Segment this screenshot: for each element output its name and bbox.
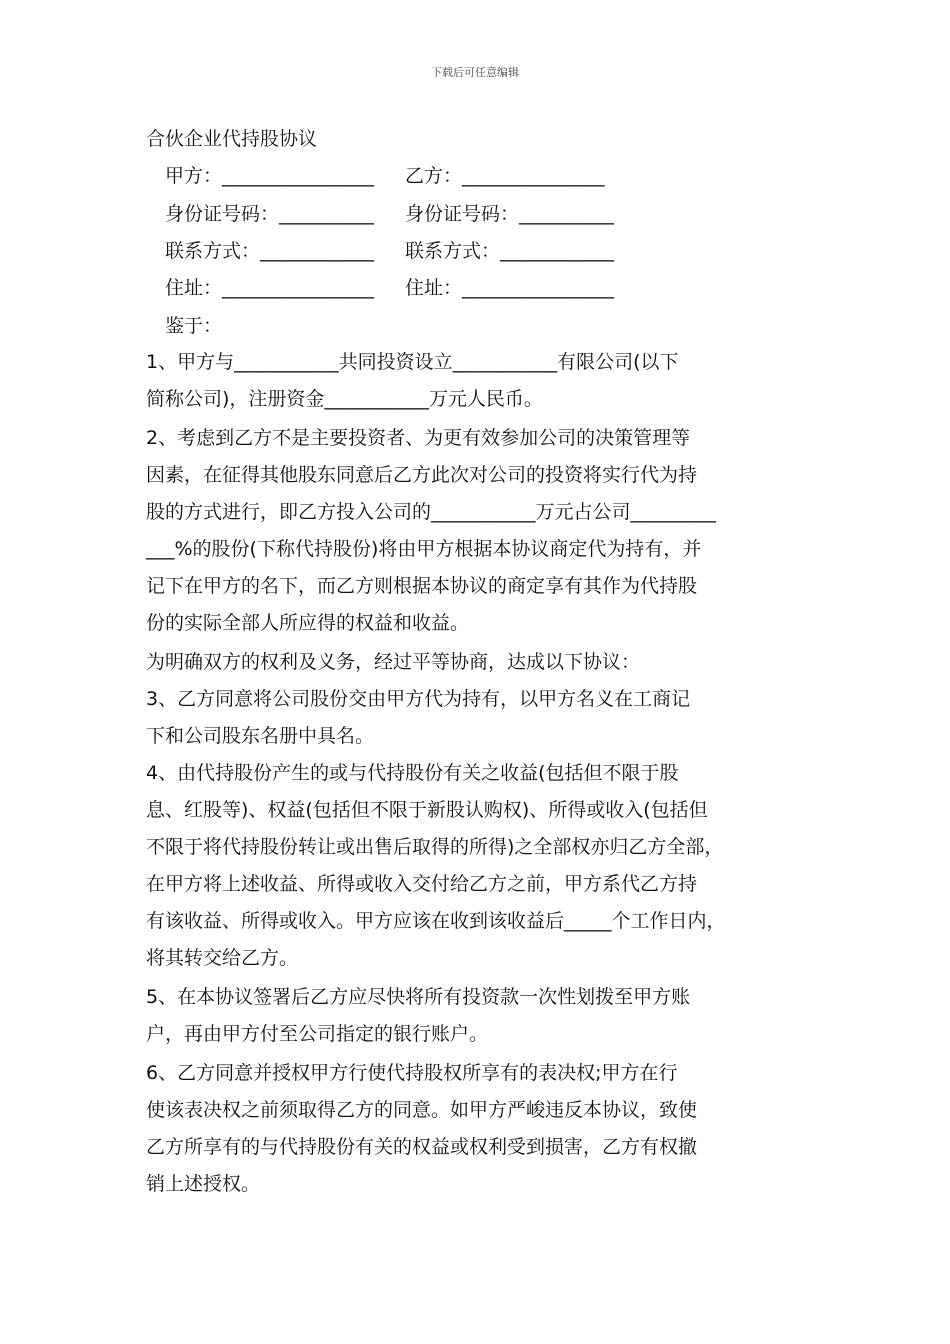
body-line: 记下在甲方的名下，而乙方则根据本协议的商定享有其作为代持股: [146, 575, 698, 597]
body-line: 3、乙方同意将公司股份交由甲方代为持有，以甲方名义在工商记: [146, 688, 691, 710]
party-a-address: 住址：________________: [165, 277, 375, 299]
body-line: 在甲方将上述收益、所得或收入交付给乙方之前，甲方系代乙方持: [146, 873, 698, 895]
party-row-address: [165, 273, 615, 300]
body-line: 简称公司)，注册资金___________万元人民币。: [146, 388, 543, 410]
body-line: 为明确双方的权利及义务，经过平等协商，达成以下协议：: [146, 651, 641, 673]
page-title: 合伙企业代持股协议: [146, 128, 318, 150]
header-note: 下载后可任意编辑: [431, 66, 519, 79]
party-b-contact: 联系方式：____________: [405, 240, 615, 262]
party-a-name: 甲方：________________: [165, 165, 375, 187]
body-line: 股的方式进行，即乙方投入公司的___________万元占公司_________: [146, 501, 717, 523]
body-line: 2、考虑到乙方不是主要投资者、为更有效参加公司的决策管理等: [146, 427, 691, 449]
body-line: 销上述授权。: [146, 1173, 261, 1195]
body-line: 因素，在征得其他股东同意后乙方此次对公司的投资将实行代为持: [146, 464, 698, 486]
party-row-id: [165, 199, 615, 226]
body-line: 乙方所享有的与代持股份有关的权益或权利受到损害，乙方有权撤: [146, 1136, 698, 1158]
body-line: 5、在本协议签署后乙方应尽快将所有投资款一次性划拨至甲方账: [146, 986, 691, 1008]
body-line: 户，再由甲方付至公司指定的银行账户。: [146, 1023, 489, 1045]
body-line: 有该收益、所得或收入。甲方应该在收到该收益后_____个工作日内，: [146, 910, 726, 932]
party-b-id: 身份证号码：__________: [405, 203, 615, 225]
party-a-contact: 联系方式：____________: [165, 240, 375, 262]
body-line: 将其转交给乙方。: [146, 947, 299, 969]
body-line: 息、红股等)、权益(包括但不限于新股认购权)、所得或收入(包括但: [146, 799, 708, 821]
party-a-id: 身份证号码：__________: [165, 203, 375, 225]
party-row-name: [165, 161, 605, 188]
body-line: 使该表决权之前须取得乙方的同意。如甲方严峻违反本协议，致使: [146, 1099, 698, 1121]
party-row-contact: [165, 236, 615, 263]
body-line: 1、甲方与___________共同投资设立___________有限公司(以下: [146, 351, 679, 373]
body-line: 下和公司股东名册中具名。: [146, 725, 375, 747]
body-line: 份的实际全部人所应得的权益和收益。: [146, 612, 470, 634]
party-b-address: 住址：________________: [405, 277, 615, 299]
body-line: ___%的股份(下称代持股份)将由甲方根据本协议商定代为持有，并: [146, 538, 702, 560]
whereas-heading: 鉴于：: [165, 315, 223, 337]
body-line: 4、由代持股份产生的或与代持股份有关之收益(包括但不限于股: [146, 762, 679, 784]
party-b-name: 乙方：_______________: [405, 165, 605, 187]
body-line: 6、乙方同意并授权甲方行使代持股权所享有的表决权;甲方在行: [146, 1062, 678, 1084]
body-line: 不限于将代持股份转让或出售后取得的所得)之全部权亦归乙方全部，: [146, 836, 724, 858]
